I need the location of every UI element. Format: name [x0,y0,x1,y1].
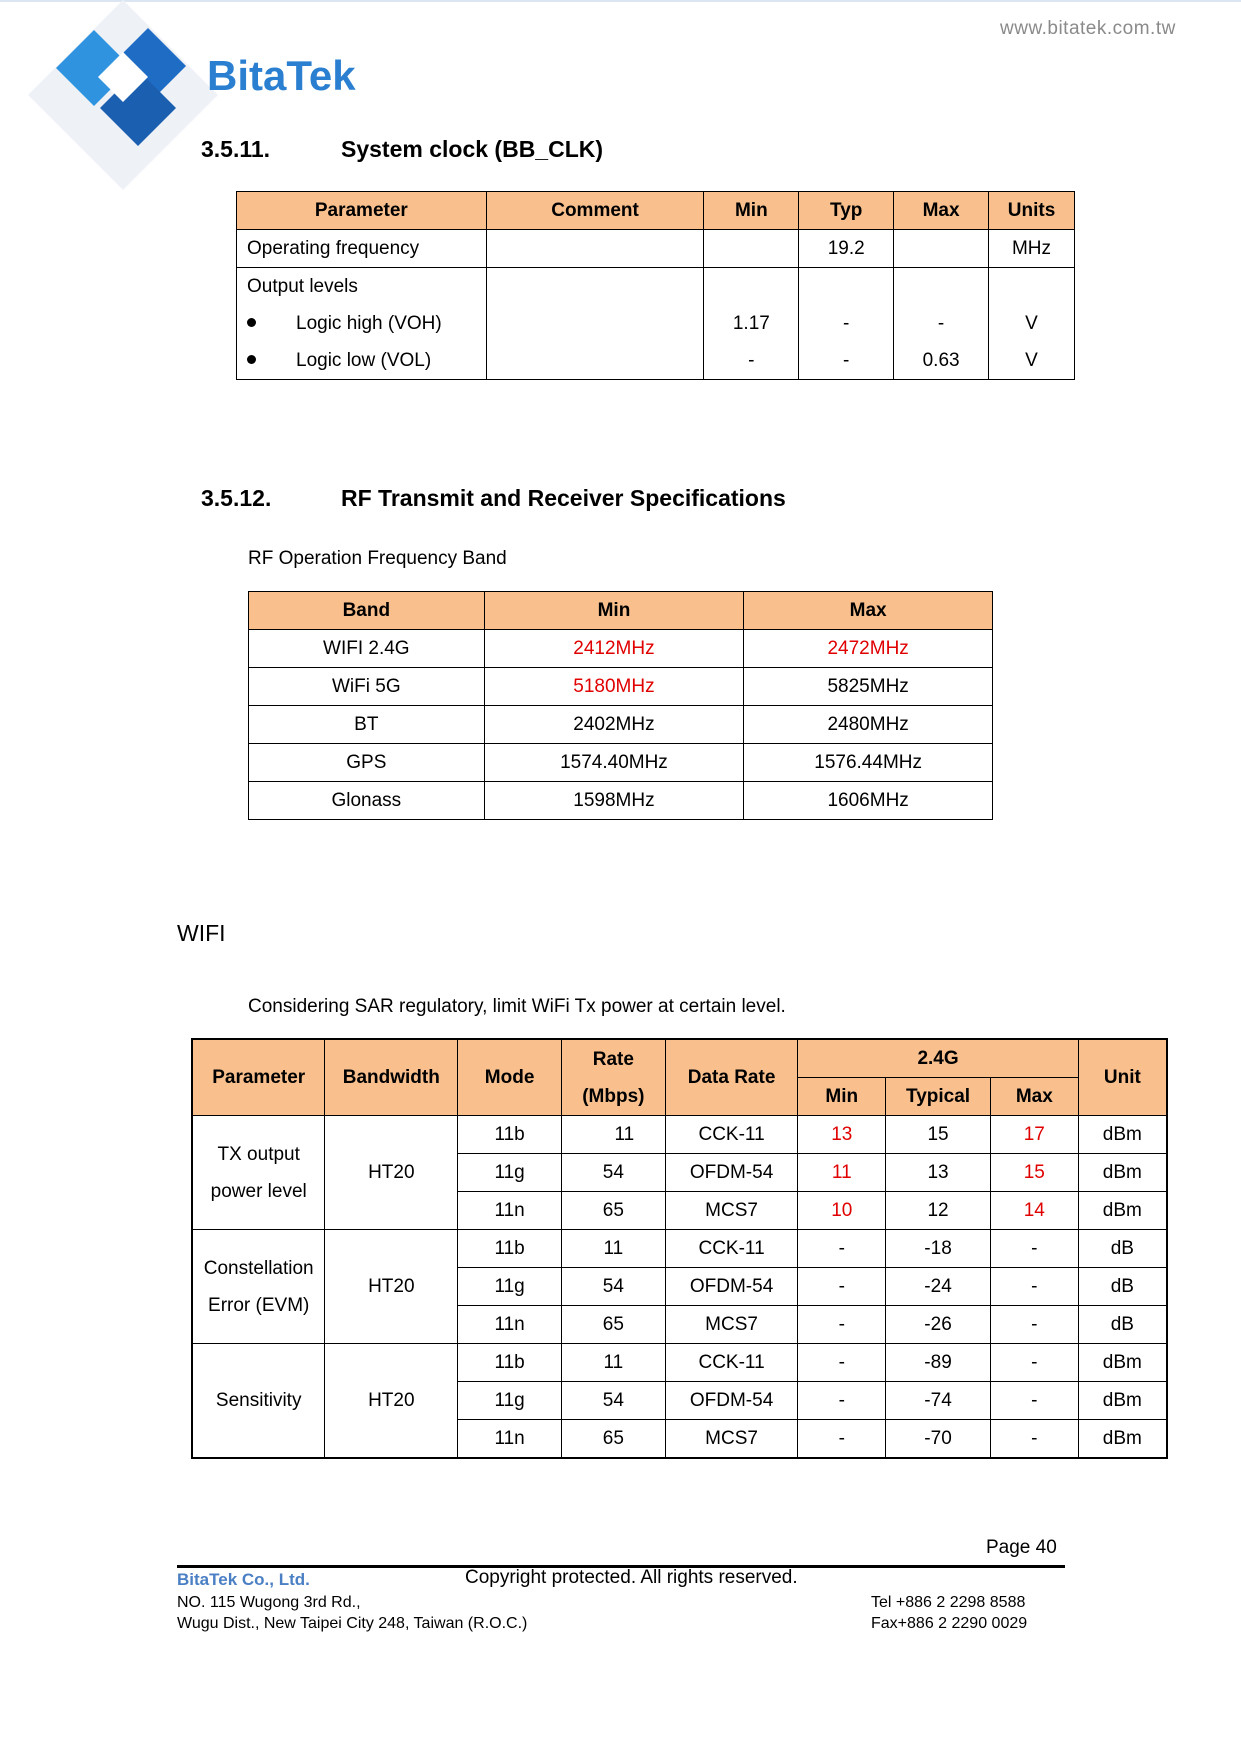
cell: -74 [886,1382,991,1420]
bitatek-logo-icon [28,0,218,195]
section-number: 3.5.11. [201,136,271,162]
cell: WIFI 2.4G [249,630,485,668]
col-header: Parameter [192,1039,325,1116]
cell: dBm [1078,1420,1167,1459]
cell: CCK-11 [665,1230,798,1268]
cell: Glonass [249,782,485,820]
cell: 2480MHz [744,706,993,744]
cell: - [798,1268,886,1306]
cell: 2412MHz [484,630,744,668]
cell: MCS7 [665,1420,798,1459]
col-header: Max [894,192,989,230]
cell: dBm [1078,1344,1167,1382]
cell: -24 [886,1268,991,1306]
cell: 11n [458,1420,562,1459]
cell: 11b [458,1230,562,1268]
table-row [249,706,993,744]
page-number: Page 40 [986,1537,1057,1558]
table-row [249,782,993,820]
footer-address-line2: Wugu Dist., New Taipei City 248, Taiwan (R.O.C.) [177,1615,528,1632]
footer-fax: Fax+886 2 2290 0029 [871,1615,1028,1632]
cell: 11b [458,1116,562,1154]
cell: 65 [561,1420,665,1459]
cell: 17 [990,1116,1078,1154]
value: - [843,350,850,371]
value: 0.63 [922,350,960,371]
table-header-row [192,1039,1167,1078]
cell [989,268,1075,380]
cell: 11n [458,1192,562,1230]
cell-output-levels [237,268,487,380]
col-header: Typ [799,192,894,230]
label-line: power level [210,1180,307,1202]
cell: 2472MHz [744,630,993,668]
cell [704,268,799,380]
cell: 54 [561,1382,665,1420]
col-header: Parameter [237,192,487,230]
label-line: Constellation [203,1257,314,1279]
col-header: Mode [458,1039,562,1116]
clk-table [236,191,1075,380]
table-row [192,1344,1167,1382]
col-header: Comment [486,192,704,230]
rf-band-table [248,591,993,820]
wifi-table [191,1038,1168,1459]
value: V [1025,350,1038,371]
group-label [192,1230,325,1344]
label-line: Error (EVM) [208,1294,310,1316]
cell: - [798,1230,886,1268]
group-label: Sensitivity [192,1344,325,1459]
cell [894,268,989,380]
item-label: Logic high (VOH) [296,313,442,334]
value: V [1025,313,1038,334]
cell: - [990,1230,1078,1268]
cell: 12 [886,1192,991,1230]
cell: GPS [249,744,485,782]
cell: 11 [798,1154,886,1192]
cell [799,268,894,380]
table-row [249,630,993,668]
cell: - [798,1306,886,1344]
cell: 14 [990,1192,1078,1230]
cell: 54 [561,1268,665,1306]
col-header: Min [484,592,744,630]
col-header: Min [704,192,799,230]
cell: dB [1078,1306,1167,1344]
table-row [249,668,993,706]
table-row [237,268,1075,380]
cell: - [990,1306,1078,1344]
col-header-band: 2.4G [798,1039,1078,1078]
cell: 1576.44MHz [744,744,993,782]
cell: dB [1078,1268,1167,1306]
cell: 13 [886,1154,991,1192]
table-row [192,1230,1167,1268]
wifi-note: Considering SAR regulatory, limit WiFi Tx power at certain level. [248,996,786,1017]
cell: - [990,1344,1078,1382]
rf-subtitle: RF Operation Frequency Band [248,548,507,569]
cell: - [798,1382,886,1420]
cell: WiFi 5G [249,668,485,706]
cell: dBm [1078,1116,1167,1154]
col-header: Bandwidth [325,1039,458,1116]
cell: -89 [886,1344,991,1382]
footer-copyright: Copyright protected. All rights reserved. [465,1567,798,1588]
rate-unit: (Mbps) [582,1085,645,1107]
cell: 1598MHz [484,782,744,820]
col-header: Min [798,1078,886,1116]
section-title: System clock (BB_CLK) [341,136,604,162]
cell: MCS7 [665,1306,798,1344]
cell: 65 [561,1306,665,1344]
cell: MCS7 [665,1192,798,1230]
cell: 11g [458,1268,562,1306]
table-row [237,230,1075,268]
cell: -70 [886,1420,991,1459]
cell: dBm [1078,1382,1167,1420]
cell: 54 [561,1154,665,1192]
section-title: RF Transmit and Receiver Specifications [341,485,786,511]
value: 1.17 [732,313,770,334]
cell: OFDM-54 [665,1268,798,1306]
cell: 1606MHz [744,782,993,820]
cell: 15 [990,1154,1078,1192]
cell: OFDM-54 [665,1154,798,1192]
label-line: TX output [217,1143,300,1165]
list-item [247,342,486,379]
table-header-row [249,592,993,630]
col-header: Unit [1078,1039,1167,1116]
cell: OFDM-54 [665,1382,798,1420]
cell: -26 [886,1306,991,1344]
cell: 2402MHz [484,706,744,744]
bullet-icon [247,355,256,364]
value: - [748,350,755,371]
cell: 13 [798,1116,886,1154]
cell [486,230,704,268]
cell: - [990,1382,1078,1420]
output-levels-label: Output levels [247,276,358,297]
cell: 15 [886,1116,991,1154]
col-header: Band [249,592,485,630]
footer-address-line1: NO. 115 Wugong 3rd Rd., [177,1594,361,1611]
footer-company: BitaTek Co., Ltd. [177,1570,310,1589]
bullet-icon [247,318,256,327]
cell: CCK-11 [665,1116,798,1154]
table-row [249,744,993,782]
cell: dB [1078,1230,1167,1268]
cell: 11g [458,1154,562,1192]
value: - [937,313,945,334]
cell: 5180MHz [484,668,744,706]
cell: 65 [561,1192,665,1230]
col-header: Typical [886,1078,991,1116]
cell: 1574.40MHz [484,744,744,782]
rate-label: Rate [592,1048,634,1070]
cell: 11b [458,1344,562,1382]
cell: - [798,1420,886,1459]
table-header-row [237,192,1075,230]
col-header: Max [990,1078,1078,1116]
cell [894,230,989,268]
cell: 11 [561,1116,665,1154]
cell: 19.2 [799,230,894,268]
cell: - [798,1344,886,1382]
col-header: Data Rate [665,1039,798,1116]
website-url: www.bitatek.com.tw [1000,18,1176,39]
cell: HT20 [325,1230,458,1344]
cell: HT20 [325,1344,458,1459]
cell: CCK-11 [665,1344,798,1382]
cell: 11 [561,1230,665,1268]
col-header-rate [561,1039,665,1116]
table-row [192,1116,1167,1154]
list-item [247,305,486,342]
cell: 5825MHz [744,668,993,706]
cell: 11g [458,1382,562,1420]
cell: dBm [1078,1154,1167,1192]
footer-tel: Tel +886 2 2298 8588 [871,1594,1026,1611]
cell [486,268,704,380]
cell: 11 [561,1344,665,1382]
cell: -18 [886,1230,991,1268]
brand-name: BitaTek [207,52,356,99]
cell: dBm [1078,1192,1167,1230]
cell: MHz [989,230,1075,268]
cell: 10 [798,1192,886,1230]
cell: 11n [458,1306,562,1344]
col-header: Max [744,592,993,630]
section-number: 3.5.12. [201,485,272,511]
cell [704,230,799,268]
item-label: Logic low (VOL) [296,350,432,371]
cell: BT [249,706,485,744]
cell: Operating frequency [237,230,487,268]
col-header: Units [989,192,1075,230]
cell: HT20 [325,1116,458,1230]
cell: - [990,1268,1078,1306]
cell: - [990,1420,1078,1459]
group-label [192,1116,325,1230]
value: - [843,313,850,334]
wifi-heading: WIFI [177,920,226,946]
